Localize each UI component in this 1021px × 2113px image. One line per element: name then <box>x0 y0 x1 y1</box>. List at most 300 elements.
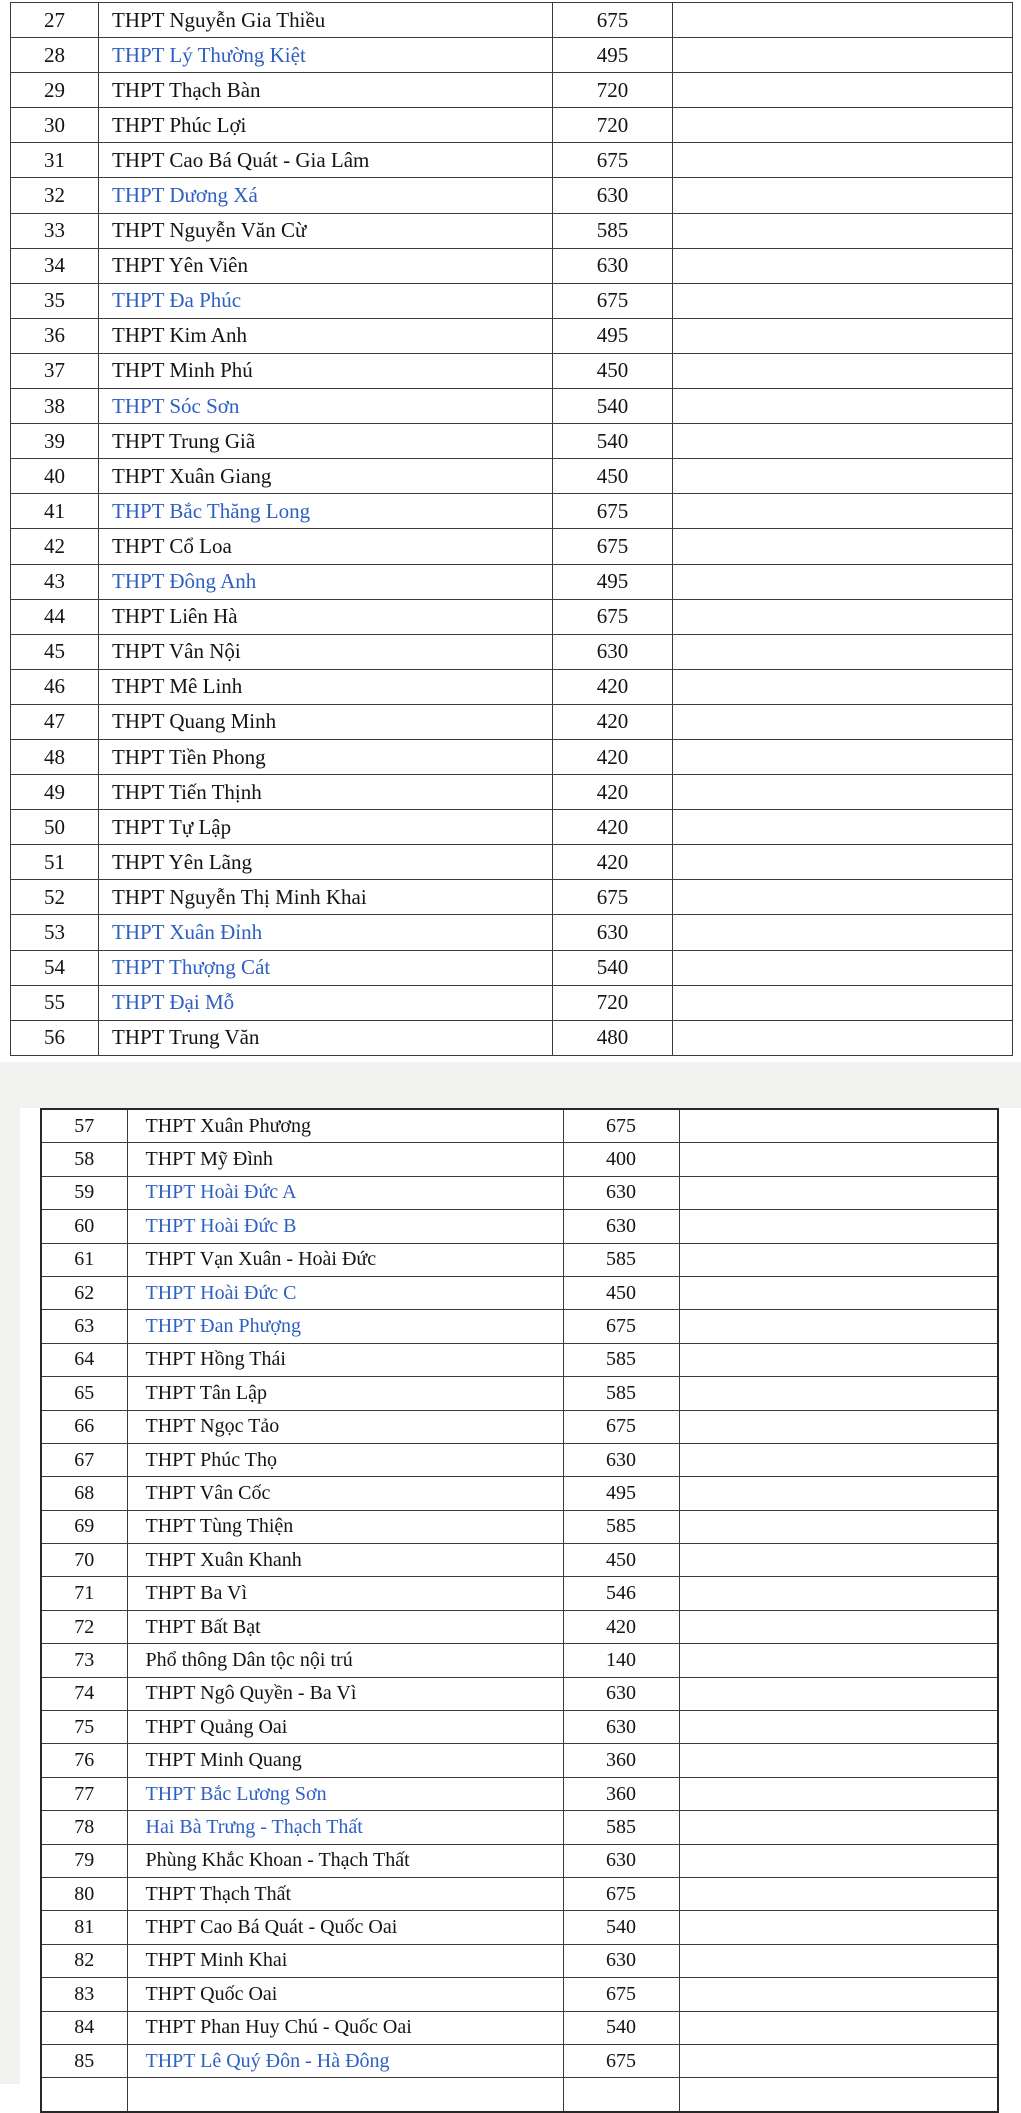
empty-note-cell <box>673 880 1013 915</box>
table-row <box>41 1577 998 1610</box>
row-number-cell: 84 <box>41 2011 127 2044</box>
row-number-cell: 60 <box>41 1210 127 1243</box>
quota-value-cell: 540 <box>553 389 673 424</box>
school-name-cell: THPT Yên Lãng <box>99 845 553 880</box>
table-row <box>11 810 1013 845</box>
quota-value-cell: 420 <box>553 704 673 739</box>
school-name-cell: THPT Ba Vì <box>127 1577 563 1610</box>
row-number-cell: 33 <box>11 213 99 248</box>
row-number-cell: 28 <box>11 38 99 73</box>
empty-note-cell <box>673 353 1013 388</box>
empty-note-cell <box>673 775 1013 810</box>
table-row <box>11 178 1013 213</box>
table-row <box>41 1978 998 2011</box>
empty-note-cell <box>673 599 1013 634</box>
school-name-cell: THPT Phúc Lợi <box>99 108 553 143</box>
row-number-cell: 83 <box>41 1978 127 2011</box>
row-number-cell: 53 <box>11 915 99 950</box>
table-row <box>11 739 1013 774</box>
school-name-cell[interactable]: Hai Bà Trưng - Thạch Thất <box>127 1811 563 1844</box>
table-row <box>41 1477 998 1510</box>
row-number-cell: 38 <box>11 389 99 424</box>
school-name-cell: THPT Nguyễn Văn Cừ <box>99 213 553 248</box>
school-name-cell: Phùng Khắc Khoan - Thạch Thất <box>127 1844 563 1877</box>
table-row <box>41 1644 998 1677</box>
quota-value-cell: 585 <box>563 1510 679 1543</box>
empty-note-cell <box>679 1978 998 2011</box>
school-name-cell <box>127 2078 563 2112</box>
school-name-cell: THPT Vạn Xuân - Hoài Đức <box>127 1243 563 1276</box>
quota-value-cell: 495 <box>553 564 673 599</box>
school-table-1 <box>10 2 1013 1056</box>
quota-value-cell: 720 <box>553 108 673 143</box>
table-row <box>11 669 1013 704</box>
empty-note-cell <box>679 2011 998 2044</box>
row-number-cell: 55 <box>11 985 99 1020</box>
table-row <box>11 459 1013 494</box>
row-number-cell: 58 <box>41 1143 127 1176</box>
empty-note-cell <box>679 1677 998 1710</box>
empty-note-cell <box>679 1877 998 1910</box>
empty-note-cell <box>673 389 1013 424</box>
table-row <box>11 389 1013 424</box>
left-margin-strip <box>0 1062 20 2084</box>
row-number-cell: 37 <box>11 353 99 388</box>
empty-note-cell <box>673 3 1013 38</box>
empty-note-cell <box>673 424 1013 459</box>
row-number-cell: 46 <box>11 669 99 704</box>
table-row <box>11 494 1013 529</box>
row-number-cell: 30 <box>11 108 99 143</box>
row-number-cell: 81 <box>41 1911 127 1944</box>
empty-note-cell <box>679 1610 998 1643</box>
row-number-cell: 71 <box>41 1577 127 1610</box>
empty-note-cell <box>673 950 1013 985</box>
table-row <box>11 318 1013 353</box>
empty-note-cell <box>679 1777 998 1810</box>
row-number-cell: 40 <box>11 459 99 494</box>
school-name-cell: THPT Minh Phú <box>99 353 553 388</box>
school-name-cell[interactable]: THPT Hoài Đức C <box>127 1276 563 1309</box>
school-name-cell: THPT Hồng Thái <box>127 1343 563 1376</box>
school-name-cell[interactable]: THPT Đông Anh <box>99 564 553 599</box>
table-row <box>11 38 1013 73</box>
empty-note-cell <box>679 1711 998 1744</box>
table-row <box>11 599 1013 634</box>
table-row <box>41 1276 998 1309</box>
school-name-cell: THPT Thạch Thất <box>127 1877 563 1910</box>
table-row <box>41 1777 998 1810</box>
empty-note-cell <box>679 1276 998 1309</box>
quota-value-cell: 630 <box>563 1210 679 1243</box>
empty-note-cell <box>673 73 1013 108</box>
table-row <box>41 1510 998 1543</box>
table-row <box>11 950 1013 985</box>
school-table-2 <box>40 1108 999 2113</box>
empty-note-cell <box>679 1377 998 1410</box>
empty-note-cell <box>679 1510 998 1543</box>
quota-value-cell: 420 <box>563 1610 679 1643</box>
row-number-cell: 47 <box>11 704 99 739</box>
table-row <box>41 1410 998 1443</box>
row-number-cell: 59 <box>41 1176 127 1209</box>
table-row <box>41 1377 998 1410</box>
school-name-cell: THPT Minh Quang <box>127 1744 563 1777</box>
empty-note-cell <box>679 1844 998 1877</box>
quota-value-cell: 630 <box>563 1677 679 1710</box>
quota-value-cell: 675 <box>563 1109 679 1143</box>
table-row <box>11 248 1013 283</box>
empty-note-cell <box>673 915 1013 950</box>
school-name-cell: THPT Tiến Thịnh <box>99 775 553 810</box>
empty-note-cell <box>679 1210 998 1243</box>
quota-value-cell: 360 <box>563 1777 679 1810</box>
school-name-cell: THPT Xuân Khanh <box>127 1544 563 1577</box>
school-name-cell[interactable]: THPT Bắc Lương Sơn <box>127 1777 563 1810</box>
table-gap-band <box>0 1062 1021 1108</box>
empty-note-cell <box>679 1944 998 1977</box>
table-row <box>11 880 1013 915</box>
school-name-cell: THPT Phan Huy Chú - Quốc Oai <box>127 2011 563 2044</box>
quota-value-cell: 585 <box>563 1343 679 1376</box>
school-name-cell[interactable]: THPT Đa Phúc <box>99 283 553 318</box>
quota-value-cell: 480 <box>553 1020 673 1055</box>
school-name-cell: THPT Thạch Bàn <box>99 73 553 108</box>
quota-value-cell: 720 <box>553 985 673 1020</box>
quota-value-cell: 675 <box>553 3 673 38</box>
quota-value-cell: 420 <box>553 775 673 810</box>
school-name-cell: THPT Yên Viên <box>99 248 553 283</box>
row-number-cell: 79 <box>41 1844 127 1877</box>
table-row <box>11 564 1013 599</box>
row-number-cell: 29 <box>11 73 99 108</box>
table-row <box>11 108 1013 143</box>
quota-value-cell: 630 <box>553 178 673 213</box>
table-row <box>41 1143 998 1176</box>
empty-note-cell <box>673 985 1013 1020</box>
row-number-cell: 75 <box>41 1711 127 1744</box>
row-number-cell: 34 <box>11 248 99 283</box>
school-name-cell: THPT Xuân Phương <box>127 1109 563 1143</box>
row-number-cell: 44 <box>11 599 99 634</box>
row-number-cell: 72 <box>41 1610 127 1643</box>
table-row <box>41 1109 998 1143</box>
school-name-cell: THPT Tiền Phong <box>99 739 553 774</box>
table-row <box>11 213 1013 248</box>
school-name-cell: THPT Cổ Loa <box>99 529 553 564</box>
row-number-cell: 27 <box>11 3 99 38</box>
school-name-cell: THPT Cao Bá Quát - Quốc Oai <box>127 1911 563 1944</box>
school-name-cell: THPT Ngọc Tảo <box>127 1410 563 1443</box>
quota-value-cell: 675 <box>563 1978 679 2011</box>
table-row <box>11 353 1013 388</box>
quota-value-cell: 675 <box>563 1877 679 1910</box>
school-name-cell[interactable]: THPT Xuân Đỉnh <box>99 915 553 950</box>
row-number-cell: 67 <box>41 1443 127 1476</box>
quota-value-cell: 585 <box>563 1811 679 1844</box>
quota-value-cell: 495 <box>553 318 673 353</box>
school-name-cell: THPT Trung Giã <box>99 424 553 459</box>
quota-value-cell: 720 <box>553 73 673 108</box>
empty-note-cell <box>679 1477 998 1510</box>
table-row <box>11 143 1013 178</box>
row-number-cell: 32 <box>11 178 99 213</box>
quota-value-cell: 630 <box>563 1711 679 1744</box>
table-row <box>11 704 1013 739</box>
empty-note-cell <box>679 1911 998 1944</box>
row-number-cell: 51 <box>11 845 99 880</box>
empty-note-cell <box>679 1410 998 1443</box>
quota-value-cell: 675 <box>563 1410 679 1443</box>
quota-value-cell: 675 <box>553 880 673 915</box>
quota-value-cell <box>563 2078 679 2112</box>
empty-note-cell <box>673 108 1013 143</box>
quota-value-cell: 450 <box>553 353 673 388</box>
quota-value-cell: 630 <box>563 1176 679 1209</box>
table-row <box>41 1711 998 1744</box>
school-name-cell[interactable]: THPT Bắc Thăng Long <box>99 494 553 529</box>
row-number-cell: 63 <box>41 1310 127 1343</box>
table-row <box>41 1210 998 1243</box>
empty-note-cell <box>673 704 1013 739</box>
school-name-cell: THPT Liên Hà <box>99 599 553 634</box>
school-name-cell: THPT Quảng Oai <box>127 1711 563 1744</box>
table-row <box>11 775 1013 810</box>
school-name-cell: THPT Kim Anh <box>99 318 553 353</box>
school-name-cell: Phổ thông Dân tộc nội trú <box>127 1644 563 1677</box>
empty-note-cell <box>673 178 1013 213</box>
quota-value-cell: 585 <box>563 1377 679 1410</box>
quota-value-cell: 630 <box>553 634 673 669</box>
empty-note-cell <box>679 1443 998 1476</box>
table-row <box>11 985 1013 1020</box>
school-name-cell: THPT Mê Linh <box>99 669 553 704</box>
table-row <box>11 73 1013 108</box>
table-row <box>41 2044 998 2077</box>
row-number-cell: 36 <box>11 318 99 353</box>
quota-value-cell: 675 <box>563 2044 679 2077</box>
school-name-cell[interactable]: THPT Thượng Cát <box>99 950 553 985</box>
row-number-cell: 52 <box>11 880 99 915</box>
empty-note-cell <box>673 494 1013 529</box>
row-number-cell: 57 <box>41 1109 127 1143</box>
table-row <box>11 915 1013 950</box>
table-row <box>11 529 1013 564</box>
row-number-cell: 56 <box>11 1020 99 1055</box>
row-number-cell: 76 <box>41 1744 127 1777</box>
quota-value-cell: 630 <box>553 915 673 950</box>
table-row <box>41 1310 998 1343</box>
table-row <box>11 845 1013 880</box>
empty-note-cell <box>673 529 1013 564</box>
quota-value-cell: 540 <box>553 424 673 459</box>
table-row <box>41 1343 998 1376</box>
empty-note-cell <box>679 1310 998 1343</box>
school-name-cell: THPT Quang Minh <box>99 704 553 739</box>
table-row <box>11 424 1013 459</box>
school-name-cell[interactable]: THPT Đan Phượng <box>127 1310 563 1343</box>
row-number-cell: 80 <box>41 1877 127 1910</box>
row-number-cell: 69 <box>41 1510 127 1543</box>
school-name-cell: THPT Ngô Quyền - Ba Vì <box>127 1677 563 1710</box>
quota-value-cell: 675 <box>553 494 673 529</box>
empty-note-cell <box>673 38 1013 73</box>
table-row <box>41 1844 998 1877</box>
table-row <box>41 1544 998 1577</box>
school-name-cell[interactable]: THPT Hoài Đức B <box>127 1210 563 1243</box>
empty-note-cell <box>679 1811 998 1844</box>
row-number-cell: 35 <box>11 283 99 318</box>
table-row <box>41 1911 998 1944</box>
empty-note-cell <box>673 283 1013 318</box>
empty-note-cell <box>673 634 1013 669</box>
row-number-cell: 45 <box>11 634 99 669</box>
school-name-cell: THPT Tân Lập <box>127 1377 563 1410</box>
empty-note-cell <box>679 1109 998 1143</box>
empty-note-cell <box>673 810 1013 845</box>
table-row <box>11 634 1013 669</box>
row-number-cell: 39 <box>11 424 99 459</box>
row-number-cell: 62 <box>41 1276 127 1309</box>
school-name-cell: THPT Tùng Thiện <box>127 1510 563 1543</box>
empty-note-cell <box>679 1176 998 1209</box>
empty-note-cell <box>679 1577 998 1610</box>
empty-note-cell <box>679 1544 998 1577</box>
empty-note-cell <box>679 1243 998 1276</box>
school-name-cell[interactable]: THPT Dương Xá <box>99 178 553 213</box>
table-row <box>11 283 1013 318</box>
quota-value-cell: 540 <box>563 1911 679 1944</box>
empty-note-cell <box>679 2078 998 2112</box>
quota-value-cell: 450 <box>553 459 673 494</box>
quota-value-cell: 140 <box>563 1644 679 1677</box>
table-row <box>41 1744 998 1777</box>
quota-value-cell: 540 <box>553 950 673 985</box>
school-name-cell: THPT Nguyễn Thị Minh Khai <box>99 880 553 915</box>
table-row <box>41 1877 998 1910</box>
row-number-cell: 61 <box>41 1243 127 1276</box>
row-number-cell: 41 <box>11 494 99 529</box>
row-number-cell: 68 <box>41 1477 127 1510</box>
empty-note-cell <box>679 1644 998 1677</box>
school-name-cell[interactable]: THPT Hoài Đức A <box>127 1176 563 1209</box>
school-name-cell[interactable]: THPT Lý Thường Kiệt <box>99 38 553 73</box>
empty-note-cell <box>679 1744 998 1777</box>
empty-note-cell <box>679 1143 998 1176</box>
school-name-cell: THPT Phúc Thọ <box>127 1443 563 1476</box>
quota-value-cell: 450 <box>563 1276 679 1309</box>
table-row <box>41 1811 998 1844</box>
empty-note-cell <box>673 318 1013 353</box>
quota-value-cell: 400 <box>563 1143 679 1176</box>
school-name-cell[interactable]: THPT Lê Quý Đôn - Hà Đông <box>127 2044 563 2077</box>
row-number-cell <box>41 2078 127 2112</box>
table-row <box>41 1944 998 1977</box>
row-number-cell: 50 <box>11 810 99 845</box>
quota-value-cell: 495 <box>553 38 673 73</box>
empty-note-cell <box>673 845 1013 880</box>
school-name-cell[interactable]: THPT Sóc Sơn <box>99 389 553 424</box>
quota-value-cell: 630 <box>563 1443 679 1476</box>
row-number-cell: 66 <box>41 1410 127 1443</box>
quota-value-cell: 546 <box>563 1577 679 1610</box>
school-name-cell: THPT Cao Bá Quát - Gia Lâm <box>99 143 553 178</box>
empty-note-cell <box>673 564 1013 599</box>
school-name-cell: THPT Vân Nội <box>99 634 553 669</box>
quota-value-cell: 675 <box>553 283 673 318</box>
school-name-cell: THPT Minh Khai <box>127 1944 563 1977</box>
quota-value-cell: 360 <box>563 1744 679 1777</box>
row-number-cell: 82 <box>41 1944 127 1977</box>
table-row <box>41 2078 998 2112</box>
quota-value-cell: 495 <box>563 1477 679 1510</box>
school-name-cell: THPT Xuân Giang <box>99 459 553 494</box>
row-number-cell: 73 <box>41 1644 127 1677</box>
school-name-cell[interactable]: THPT Đại Mỗ <box>99 985 553 1020</box>
table-row <box>11 3 1013 38</box>
quota-value-cell: 630 <box>563 1844 679 1877</box>
quota-value-cell: 630 <box>563 1944 679 1977</box>
school-name-cell: THPT Tự Lập <box>99 810 553 845</box>
empty-note-cell <box>679 2044 998 2077</box>
empty-note-cell <box>673 459 1013 494</box>
table-row <box>41 1677 998 1710</box>
school-name-cell: THPT Bất Bạt <box>127 1610 563 1643</box>
quota-value-cell: 585 <box>553 213 673 248</box>
empty-note-cell <box>679 1343 998 1376</box>
row-number-cell: 77 <box>41 1777 127 1810</box>
quota-value-cell: 630 <box>553 248 673 283</box>
quota-value-cell: 675 <box>553 143 673 178</box>
table-row <box>41 1610 998 1643</box>
school-name-cell: THPT Mỹ Đình <box>127 1143 563 1176</box>
school-name-cell: THPT Nguyễn Gia Thiều <box>99 3 553 38</box>
quota-value-cell: 675 <box>563 1310 679 1343</box>
empty-note-cell <box>673 248 1013 283</box>
quota-value-cell: 540 <box>563 2011 679 2044</box>
row-number-cell: 42 <box>11 529 99 564</box>
quota-value-cell: 420 <box>553 669 673 704</box>
row-number-cell: 31 <box>11 143 99 178</box>
quota-value-cell: 420 <box>553 739 673 774</box>
row-number-cell: 49 <box>11 775 99 810</box>
school-name-cell: THPT Vân Cốc <box>127 1477 563 1510</box>
row-number-cell: 64 <box>41 1343 127 1376</box>
quota-value-cell: 450 <box>563 1544 679 1577</box>
empty-note-cell <box>673 143 1013 178</box>
school-name-cell: THPT Quốc Oai <box>127 1978 563 2011</box>
row-number-cell: 65 <box>41 1377 127 1410</box>
quota-value-cell: 585 <box>563 1243 679 1276</box>
row-number-cell: 78 <box>41 1811 127 1844</box>
quota-value-cell: 420 <box>553 845 673 880</box>
empty-note-cell <box>673 1020 1013 1055</box>
table-row <box>41 1443 998 1476</box>
empty-note-cell <box>673 213 1013 248</box>
table-row <box>41 1176 998 1209</box>
school-name-cell: THPT Trung Văn <box>99 1020 553 1055</box>
table-row <box>41 2011 998 2044</box>
empty-note-cell <box>673 669 1013 704</box>
quota-value-cell: 675 <box>553 599 673 634</box>
row-number-cell: 48 <box>11 739 99 774</box>
row-number-cell: 43 <box>11 564 99 599</box>
row-number-cell: 70 <box>41 1544 127 1577</box>
row-number-cell: 85 <box>41 2044 127 2077</box>
table-row <box>11 1020 1013 1055</box>
quota-value-cell: 420 <box>553 810 673 845</box>
empty-note-cell <box>673 739 1013 774</box>
